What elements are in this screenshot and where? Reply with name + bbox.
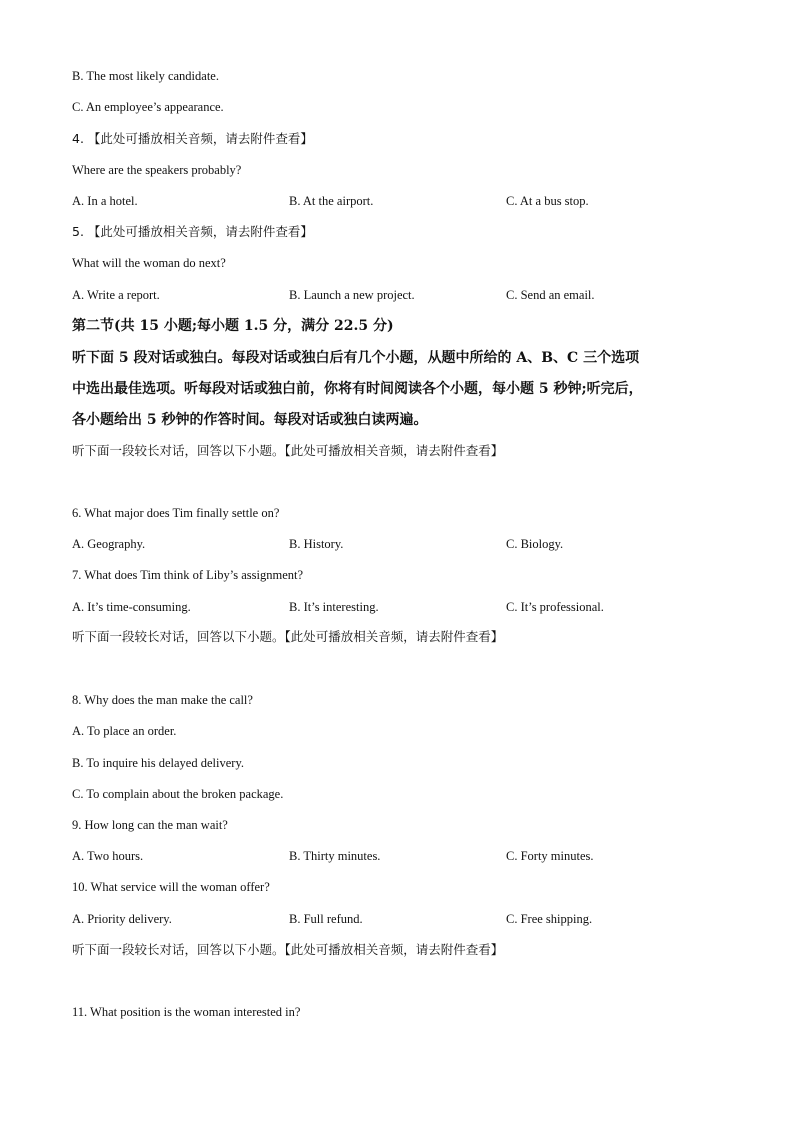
dialog-prompt-3[interactable]: 听下面一段较长对话，回答以下小题。【此处可播放相关音频，请去附件查看】	[72, 942, 504, 957]
dialog-prompt-1[interactable]: 听下面一段较长对话，回答以下小题。【此处可播放相关音频，请去附件查看】	[72, 443, 504, 458]
section2-instruction-line-1: 听下面 5 段对话或独白。每段对话或独白后有几个小题，从题中所给的 A、B、C 三个选项	[72, 350, 640, 366]
q4-option-a: A. In a hotel.	[72, 194, 138, 208]
section2-instruction-line-3: 各小题给出 5 秒钟的作答时间。每段对话或独白读两遍。	[72, 412, 428, 428]
q3-option-c: C. An employee’s appearance.	[72, 100, 224, 114]
q6-option-c: C. Biology.	[506, 537, 564, 551]
q9-question: 9. How long can the man wait?	[72, 818, 228, 832]
q6-question: 6. What major does Tim finally settle on?	[72, 506, 280, 520]
q5-option-b: B. Launch a new project.	[289, 288, 415, 302]
q10-option-a: A. Priority delivery.	[72, 912, 172, 926]
q10-option-c: C. Free shipping.	[506, 912, 593, 926]
dialog-prompt-2[interactable]: 听下面一段较长对话，回答以下小题。【此处可播放相关音频，请去附件查看】	[72, 629, 504, 644]
q11-question: 11. What position is the woman interested in?	[72, 1005, 301, 1019]
q8-question: 8. Why does the man make the call?	[72, 693, 253, 707]
q10-option-b: B. Full refund.	[289, 912, 363, 926]
q7-option-c: C. It’s professional.	[506, 600, 604, 614]
q5-option-a: A. Write a report.	[72, 288, 160, 302]
q4-option-c: C. At a bus stop.	[506, 194, 589, 208]
q7-question: 7. What does Tim think of Liby’s assignment?	[72, 568, 304, 582]
q9-option-c: C. Forty minutes.	[506, 849, 594, 863]
q4-audio-header[interactable]: 4. 【此处可播放相关音频，请去附件查看】	[72, 131, 313, 146]
q7-option-b: B. It’s interesting.	[289, 600, 379, 614]
q10-question: 10. What service will the woman offer?	[72, 880, 270, 894]
q8-option-b: B. To inquire his delayed delivery.	[72, 756, 245, 770]
q8-option-c: C. To complain about the broken package.	[72, 787, 284, 801]
q8-option-a: A. To place an order.	[72, 724, 177, 738]
q9-option-a: A. Two hours.	[72, 849, 144, 863]
q6-option-a: A. Geography.	[72, 537, 146, 551]
q3-option-b: B. The most likely candidate.	[72, 69, 219, 83]
q9-option-b: B. Thirty minutes.	[289, 849, 381, 863]
q5-audio-header[interactable]: 5. 【此处可播放相关音频，请去附件查看】	[72, 224, 313, 239]
q6-option-b: B. History.	[289, 537, 344, 551]
q7-option-a: A. It’s time-consuming.	[72, 600, 191, 614]
section2-title: 第二节(共 15 小题;每小题 1.5 分，满分 22.5 分)	[72, 318, 394, 334]
q4-question: Where are the speakers probably?	[72, 163, 242, 177]
q5-question: What will the woman do next?	[72, 256, 226, 270]
section2-instruction-line-2: 中选出最佳选项。听每段对话或独白前，你将有时间阅读各个小题，每小题 5 秒钟;听完后，	[72, 381, 643, 397]
q5-option-c: C. Send an email.	[506, 288, 595, 302]
q4-option-b: B. At the airport.	[289, 194, 374, 208]
